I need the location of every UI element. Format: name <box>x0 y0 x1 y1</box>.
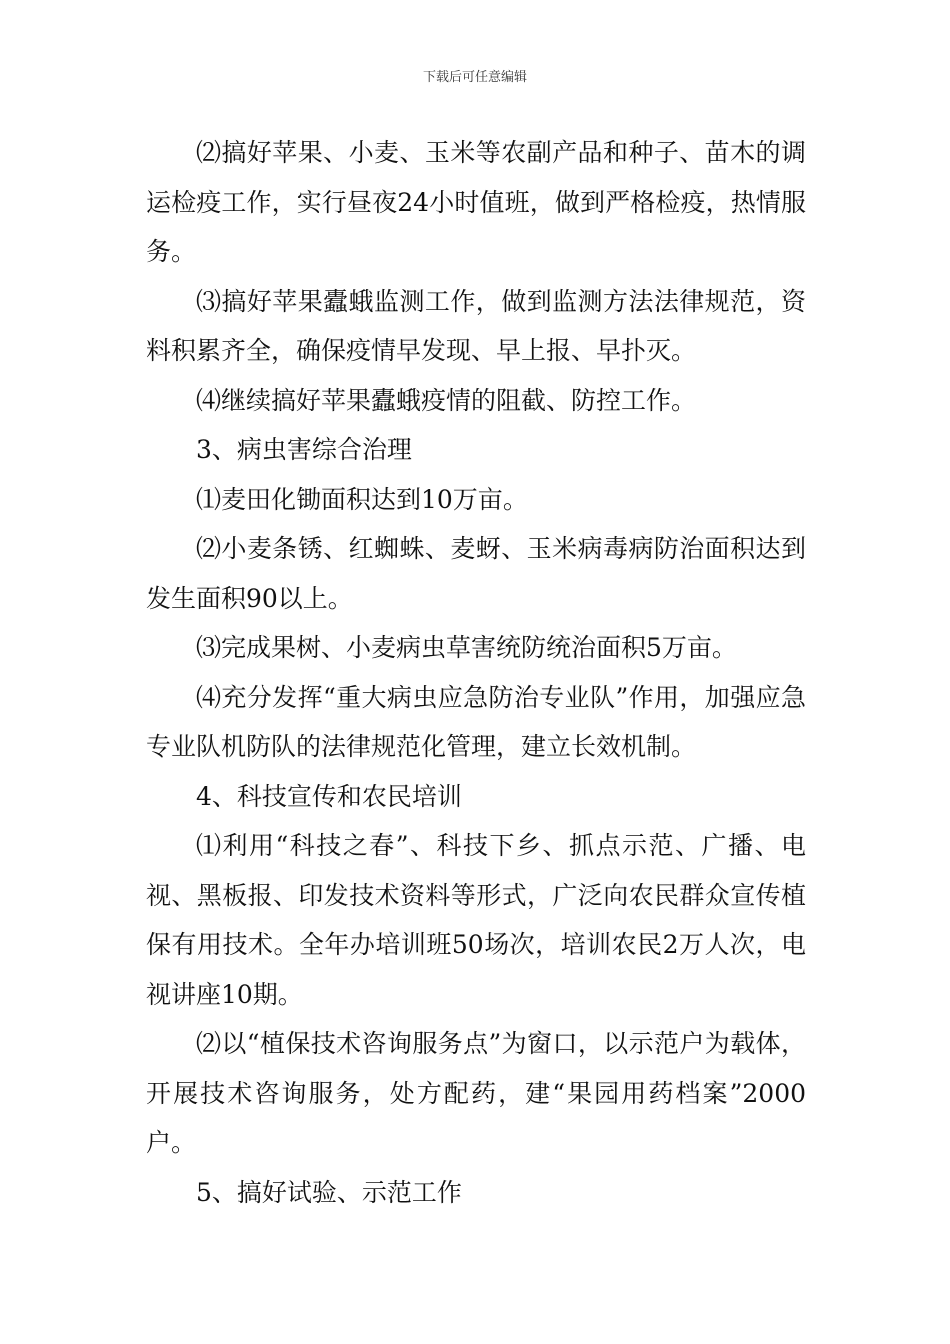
section-heading-pest-management: 3、病虫害综合治理 <box>196 435 412 464</box>
section-heading-training: 4、科技宣传和农民培训 <box>196 781 462 811</box>
section-heading-trials: 5、搞好试验、示范工作 <box>196 1177 462 1207</box>
document-body <box>146 128 806 1217</box>
paragraph-tech-promotion: ⑴利用“科技之春”、科技下乡、抓点示范、广播、电视、黑板报、印发技术资料等形式，广泛向农民群众宣传植保有用技术。全年办培训班50场次，培训农民2万人次，电视讲座10期。 <box>146 831 806 1009</box>
paragraph-wheat-disease-control: ⑵小麦条锈、红蜘蛛、麦蚜、玉米病毒病防治面积达到发生面积90以上。 <box>146 534 806 613</box>
paragraph-consulting-service: ⑵以“植保技术咨询服务点”为窗口，以示范户为载体，开展技术咨询服务，处方配药，建“果园用药档案”2000户。 <box>146 1029 806 1157</box>
paragraph-transport-quarantine: ⑵搞好苹果、小麦、玉米等农副产品和种子、苗木的调运检疫工作，实行昼夜24小时值班，做到严格检疫，热情服务。 <box>146 138 806 266</box>
paragraph-unified-control-area: ⑶完成果树、小麦病虫草害统防统治面积5万亩。 <box>196 633 737 662</box>
paragraph-codling-moth-control: ⑷继续搞好苹果蠹蛾疫情的阻截、防控工作。 <box>196 385 697 415</box>
paragraph-codling-moth-monitoring: ⑶搞好苹果蠹蛾监测工作，做到监测方法法律规范，资料积累齐全，确保疫情早发现、早上报、早扑灭。 <box>146 286 806 365</box>
paragraph-emergency-team: ⑷充分发挥“重大病虫应急防治专业队”作用，加强应急专业队机防队的法律规范化管理，建立长效机制。 <box>146 682 806 761</box>
page-header: 下载后可任意编辑 <box>422 70 527 85</box>
paragraph-weeding-area: ⑴麦田化锄面积达到10万亩。 <box>196 484 528 514</box>
